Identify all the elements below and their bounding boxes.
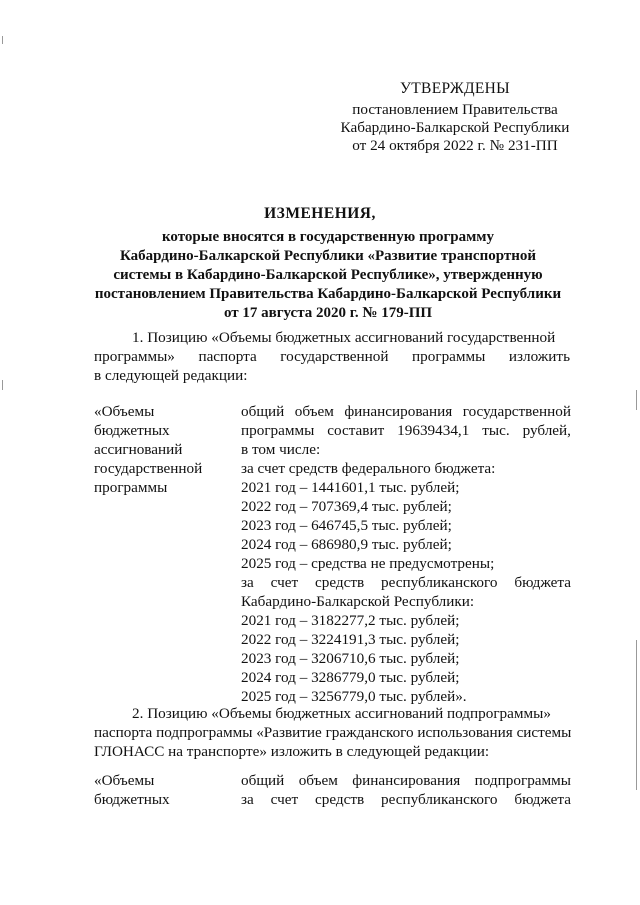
document-subtitle	[88, 228, 568, 323]
paragraph-line: паспорта подпрограммы «Развитие гражданского использования системы	[94, 724, 572, 741]
value-line: 2025 год – средства не предусмотрены;	[241, 555, 495, 572]
word: рублей,	[522, 422, 571, 439]
word: 19639434,1	[397, 422, 470, 439]
subtitle-line: системы в Кабардино-Балкарской Республике», утвержденную	[113, 267, 543, 283]
value-line: 2024 год – 3286779,0 тыс. рублей;	[241, 669, 460, 686]
subtitle-line: которые вносятся в государственную программу	[161, 229, 495, 245]
approval-title: УТВЕРЖДЕНЫ	[400, 80, 510, 97]
word: составит	[327, 422, 385, 439]
label-line: государственной	[94, 460, 203, 477]
word: государственной	[280, 348, 389, 365]
word: программы	[412, 348, 486, 365]
word: объем	[294, 403, 334, 420]
section1-label	[94, 402, 224, 497]
paragraph-line-justified	[94, 347, 570, 366]
value-line: 2022 год – 3224191,3 тыс. рублей;	[241, 631, 460, 648]
word: паспорта	[198, 348, 257, 365]
value-line: 2023 год – 3206710,6 тыс. рублей;	[241, 650, 460, 667]
label-line: «Объемы	[94, 403, 155, 420]
word: тыс.	[482, 422, 510, 439]
label-line: «Объемы	[94, 772, 155, 789]
value-line: в том числе:	[241, 441, 321, 458]
section2-label	[94, 771, 224, 809]
word: финансирования	[344, 403, 453, 420]
word: бюджета	[514, 574, 571, 591]
value-line: за счет средств федерального бюджета:	[241, 460, 496, 477]
word: объем	[298, 772, 338, 789]
word: за	[241, 574, 254, 591]
section1-value	[241, 402, 571, 706]
word: счет	[270, 791, 299, 808]
section2-intro	[94, 704, 570, 761]
word: общий	[241, 772, 285, 789]
label-line: бюджетных	[94, 791, 170, 808]
subtitle-line: постановлением Правительства Кабардино-Балкарской Республики	[94, 286, 562, 302]
scan-artifact	[636, 640, 637, 790]
paragraph-line: в следующей редакции:	[94, 367, 248, 384]
subtitle-line: от 17 августа 2020 г. № 179-ПП	[223, 305, 433, 321]
value-line: 2023 год – 646745,5 тыс. рублей;	[241, 517, 452, 534]
word: средств	[314, 791, 365, 808]
paragraph-line: 2. Позицию «Объемы бюджетных ассигнований подпрограммы»	[132, 705, 551, 722]
value-line: 2024 год – 686980,9 тыс. рублей;	[241, 536, 452, 553]
document-title: ИЗМЕНЕНИЯ,	[264, 205, 376, 222]
word: программы	[241, 422, 315, 439]
scan-artifact	[2, 36, 3, 44]
word: республиканского	[381, 574, 498, 591]
label-line: ассигнований	[94, 441, 183, 458]
section2-value	[241, 771, 571, 809]
approval-line: постановлением Правительства	[352, 101, 558, 118]
word: государственной	[462, 403, 571, 420]
value-line-justified	[241, 790, 571, 809]
word: бюджета	[514, 791, 571, 808]
approval-line: Кабардино-Балкарской Республики	[340, 119, 570, 136]
word: программы»	[94, 348, 175, 365]
scan-artifact	[2, 380, 3, 390]
value-line-justified	[241, 771, 571, 790]
value-line-justified	[241, 421, 571, 440]
value-line: 2021 год – 1441601,1 тыс. рублей;	[241, 479, 460, 496]
word: финансирования	[352, 772, 461, 789]
value-line: 2022 год – 707369,4 тыс. рублей;	[241, 498, 452, 515]
word: за	[241, 791, 254, 808]
value-line: 2025 год – 3256779,0 тыс. рублей».	[241, 688, 467, 705]
value-line: Кабардино-Балкарской Республики:	[241, 593, 475, 610]
word: республиканского	[381, 791, 498, 808]
label-line: программы	[94, 479, 168, 496]
scan-artifact	[636, 390, 637, 410]
value-line-justified	[241, 402, 571, 421]
word: изложить	[508, 348, 570, 365]
word: средств	[314, 574, 365, 591]
approval-date: от 24 октября 2022 г. № 231-ПП	[352, 137, 558, 154]
paragraph-line: 1. Позицию «Объемы бюджетных ассигнований государственной	[132, 329, 556, 346]
word: счет	[270, 574, 299, 591]
word: общий	[241, 403, 285, 420]
value-line-justified	[241, 573, 571, 592]
word: подпрограммы	[474, 772, 571, 789]
subtitle-line: Кабардино-Балкарской Республики «Развитие транспортной	[119, 248, 537, 264]
section1-intro	[94, 328, 570, 385]
label-line: бюджетных	[94, 422, 170, 439]
paragraph-line: ГЛОНАСС на транспорте» изложить в следующей редакции:	[94, 743, 490, 760]
value-line: 2021 год – 3182277,2 тыс. рублей;	[241, 612, 460, 629]
